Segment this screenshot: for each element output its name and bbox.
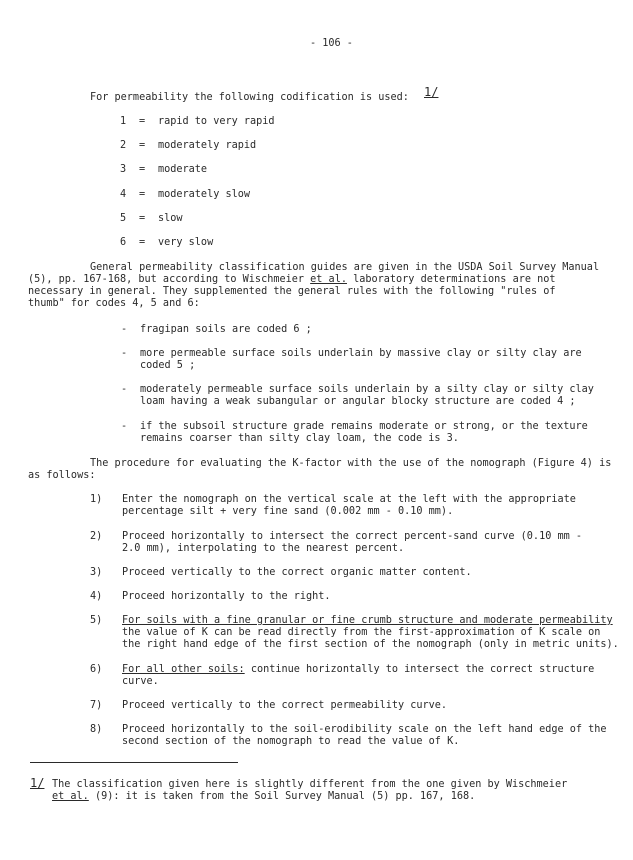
footnote-fragment: (9): it is taken from the Soil Survey Manual (5) pp. 167, 168. bbox=[94, 791, 476, 802]
rule-text: moderately permeable surface soils underlain by a silty clay or silty clay bbox=[140, 384, 594, 395]
code-number: 5 bbox=[120, 213, 127, 224]
step-text: percentage silt + very fine sand (0.002 mm - 0.10 mm). bbox=[122, 506, 454, 517]
code-number: 6 bbox=[120, 237, 127, 248]
code-label: moderate bbox=[158, 164, 208, 175]
step-text: 2.0 mm), interpolating to the nearest percent. bbox=[122, 543, 405, 554]
rule-dash: - bbox=[121, 324, 128, 335]
step-text: the value of K can be read directly from the first-approximation of K scale on bbox=[122, 627, 601, 638]
step-text: Enter the nomograph on the vertical scale at the left with the appropriate bbox=[122, 494, 576, 505]
page-number: - 106 - bbox=[310, 38, 353, 49]
rule-text: loam having a weak subangular or angular blocky structure are coded 4 ; bbox=[140, 396, 576, 407]
procedure-intro-line: The procedure for evaluating the K-factor with the use of the nomograph (Figure 4) is bbox=[90, 458, 612, 469]
rule-text: if the subsoil structure grade remains moderate or strong, or the texture bbox=[140, 421, 588, 432]
step-number: 2) bbox=[90, 531, 103, 542]
footnote-text: The classification given here is slightly different from the one given by Wischmeier bbox=[52, 779, 568, 790]
step-text: Proceed vertically to the correct permeability curve. bbox=[122, 700, 448, 711]
paragraph-fragment: (5), pp. 167-168, but according to Wischmeier bbox=[28, 274, 305, 285]
code-label: moderately rapid bbox=[158, 140, 257, 151]
code-label: slow bbox=[158, 213, 183, 224]
step-text: Proceed horizontally to the soil-erodibility scale on the left hand edge of the bbox=[122, 724, 607, 735]
step-number: 4) bbox=[90, 591, 103, 602]
code-number: 4 bbox=[120, 189, 127, 200]
footnote-reference: 1/ bbox=[424, 85, 439, 99]
rule-text: remains coarser than silty clay loam, the code is 3. bbox=[140, 433, 459, 444]
rule-text: more permeable surface soils underlain by massive clay or silty clay are bbox=[140, 348, 582, 359]
rule-dash: - bbox=[121, 384, 128, 395]
code-number: 2 bbox=[120, 140, 127, 151]
step-number: 3) bbox=[90, 567, 103, 578]
step-number: 6) bbox=[90, 664, 103, 675]
code-label: very slow bbox=[158, 237, 214, 248]
step-number: 7) bbox=[90, 700, 103, 711]
procedure-intro-line: as follows: bbox=[28, 470, 96, 481]
citation-et-al: et al. bbox=[310, 274, 347, 285]
paragraph-line bbox=[28, 274, 556, 287]
rule-text: coded 5 ; bbox=[140, 360, 196, 371]
step-number: 5) bbox=[90, 615, 103, 626]
code-equals: = bbox=[139, 213, 146, 224]
code-equals: = bbox=[139, 116, 146, 127]
code-number: 3 bbox=[120, 164, 127, 175]
step-number: 8) bbox=[90, 724, 103, 735]
code-equals: = bbox=[139, 140, 146, 151]
step-emphasis: For all other soils: bbox=[122, 664, 245, 675]
code-label: rapid to very rapid bbox=[158, 116, 275, 127]
step-text: Proceed horizontally to the right. bbox=[122, 591, 331, 602]
code-equals: = bbox=[139, 189, 146, 200]
footnote-mark: 1/ bbox=[30, 776, 45, 790]
step-fragment: continue horizontally to intersect the correct structure bbox=[250, 664, 595, 675]
intro-text: For permeability the following codification is used: bbox=[90, 92, 409, 103]
paragraph-line: thumb" for codes 4, 5 and 6: bbox=[28, 298, 200, 309]
paragraph-line: General permeability classification guides are given in the USDA Soil Survey Manual bbox=[90, 262, 600, 273]
code-label: moderately slow bbox=[158, 189, 251, 200]
code-equals: = bbox=[139, 237, 146, 248]
code-equals: = bbox=[139, 164, 146, 175]
step-text: Proceed horizontally to intersect the correct percent-sand curve (0.10 mm - bbox=[122, 531, 583, 542]
code-number: 1 bbox=[120, 116, 127, 127]
rule-dash: - bbox=[121, 421, 128, 432]
rule-text: fragipan soils are coded 6 ; bbox=[140, 324, 312, 335]
step-text bbox=[122, 664, 594, 677]
step-number: 1) bbox=[90, 494, 103, 505]
rule-dash: - bbox=[121, 348, 128, 359]
footnote-text bbox=[52, 791, 475, 804]
citation-et-al: et al. bbox=[52, 791, 89, 802]
step-text: curve. bbox=[122, 676, 159, 687]
step-text: second section of the nomograph to read the value of K. bbox=[122, 736, 460, 747]
paragraph-line: necessary in general. They supplemented the general rules with the following "rules of bbox=[28, 286, 556, 297]
step-text: Proceed vertically to the correct organic matter content. bbox=[122, 567, 472, 578]
step-text: the right hand edge of the first section of the nomograph (only in metric units). bbox=[122, 639, 619, 650]
step-text: For soils with a fine granular or fine crumb structure and moderate permeability bbox=[122, 615, 613, 626]
footnote-separator bbox=[30, 762, 238, 763]
paragraph-fragment: laboratory determinations are not bbox=[353, 274, 556, 285]
